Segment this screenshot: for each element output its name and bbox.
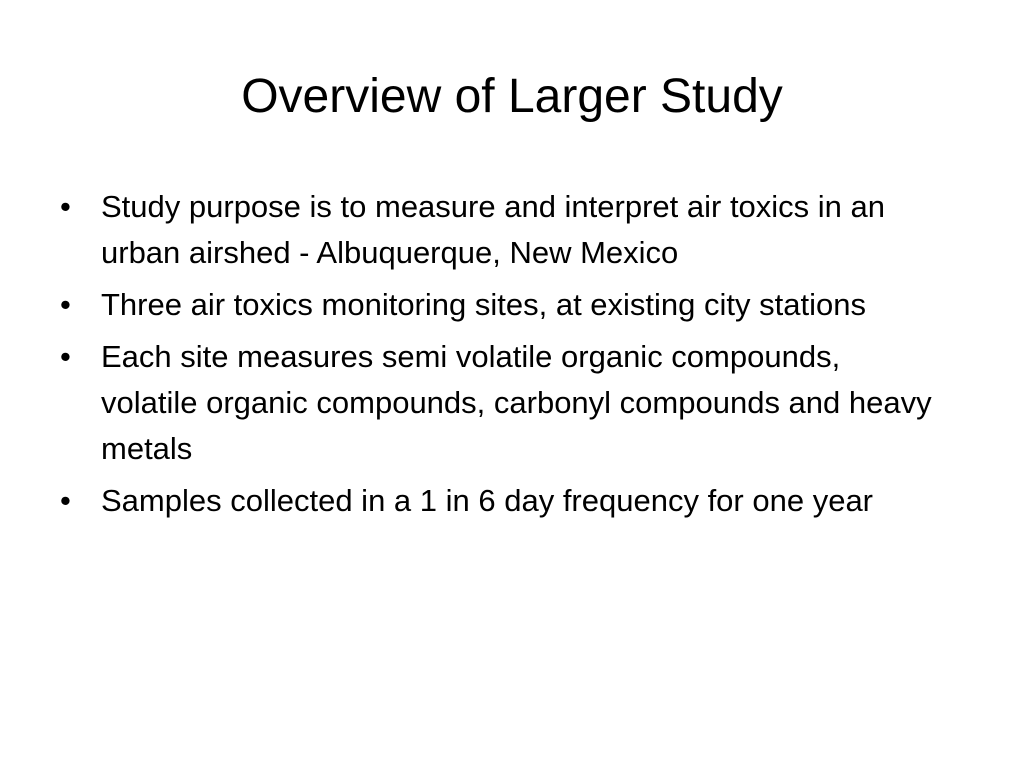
bullet-text: Each site measures semi volatile organic compounds, volatile organic compounds, carbonyl compounds and heavy metals [101, 339, 932, 466]
slide-title: Overview of Larger Study [241, 70, 783, 123]
bullet-text: Study purpose is to measure and interpret air toxics in an urban airshed - Albuquerque, New Mexico [101, 189, 886, 270]
bullet-text: Samples collected in a 1 in 6 day frequency for one year [101, 483, 874, 518]
bullet-list [60, 184, 940, 530]
bullet-icon: • [60, 483, 71, 518]
bullet-icon: • [60, 189, 71, 224]
bullet-text: Three air toxics monitoring sites, at existing city stations [101, 287, 866, 322]
bullet-item-frequency [60, 478, 940, 524]
bullet-icon: • [60, 287, 71, 322]
bullet-item-sites [60, 282, 940, 328]
bullet-item-purpose [60, 184, 940, 276]
bullet-icon: • [60, 339, 71, 374]
bullet-item-measurements [60, 334, 940, 472]
